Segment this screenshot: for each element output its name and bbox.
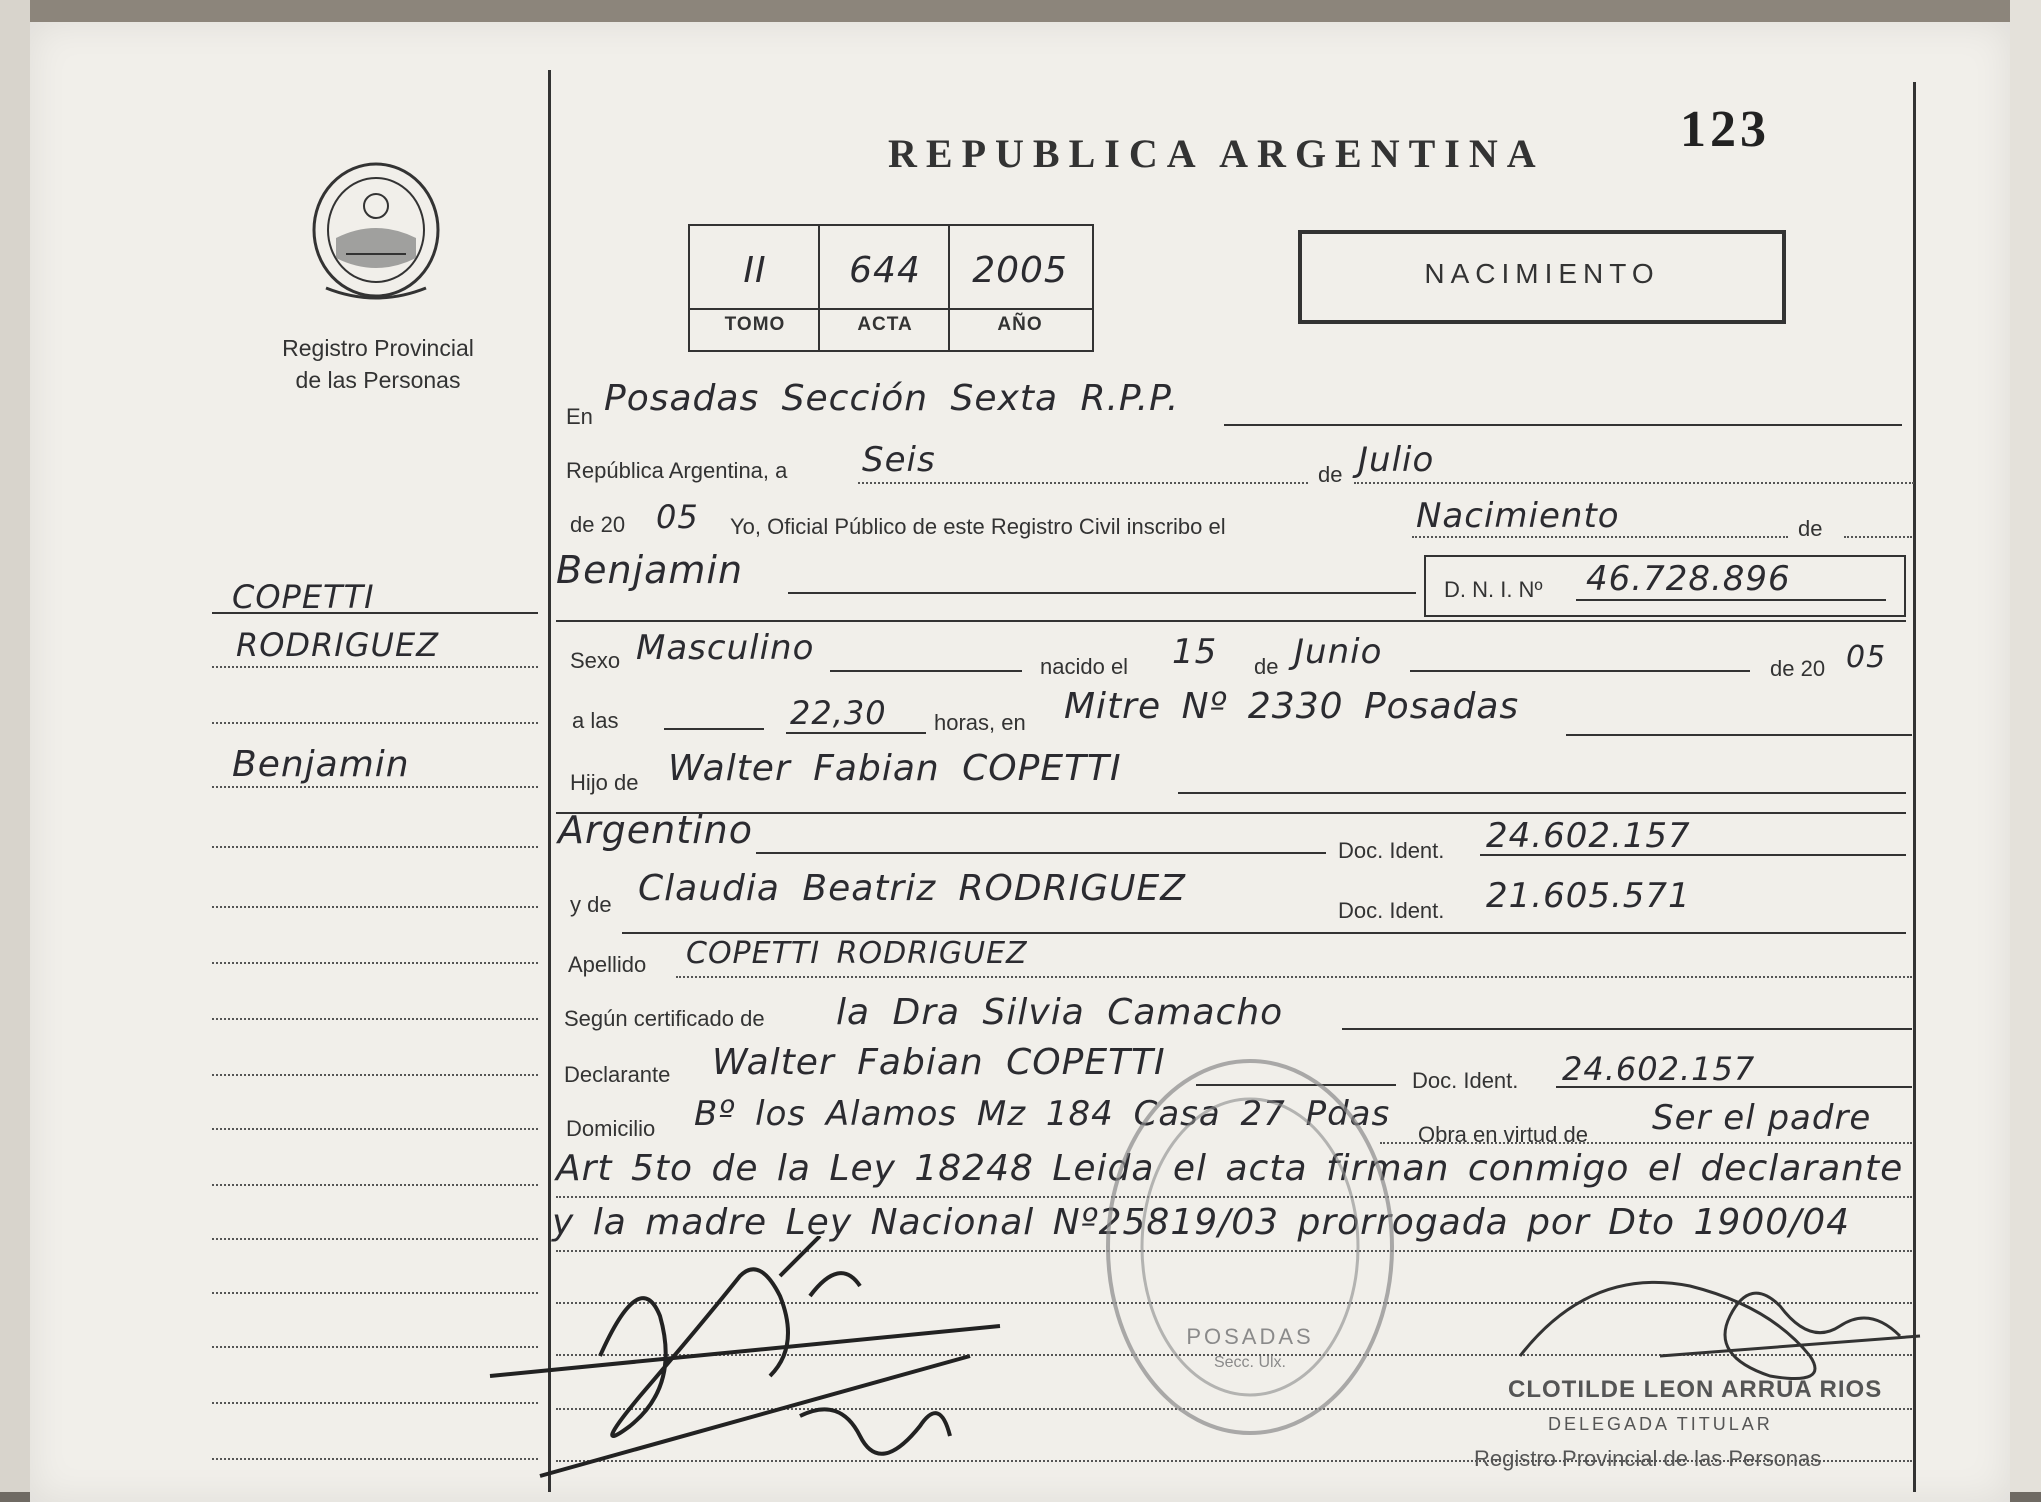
official-round-stamp <box>1100 1052 1400 1442</box>
signature-icon <box>1510 1236 1930 1396</box>
notes-line-2: y la madre Ley Nacional Nº25819/03 prorrogada por Dto 1900/04 <box>552 1202 1851 1243</box>
father-name: Walter Fabian COPETTI <box>668 748 1122 789</box>
father-doc: 24.602.157 <box>1486 816 1691 856</box>
rule <box>1224 424 1902 426</box>
mother-doc: 21.605.571 <box>1486 876 1691 916</box>
declarante-doc: 24.602.157 <box>1562 1050 1756 1088</box>
official-office: Registro Provincial de las Personas <box>1474 1446 1822 1471</box>
rule <box>1556 1086 1912 1088</box>
country-title: REPUBLICA ARGENTINA <box>888 131 1545 176</box>
birth-month: Junio <box>1294 632 1383 672</box>
stamp-sub: Secc. Ulx. <box>1213 1354 1286 1371</box>
doc-label-declarante: Doc. Ident. <box>1412 1068 1519 1093</box>
margin-surname-2: RODRIGUEZ <box>236 626 440 664</box>
margin-given-name: Benjamin <box>232 744 410 785</box>
republica-label: República Argentina, a <box>566 458 788 483</box>
tomo-cell <box>690 226 820 350</box>
hijo-label: Hijo de <box>570 770 639 795</box>
de-label: de <box>1318 462 1343 487</box>
margin-line <box>212 962 538 964</box>
registry-name <box>240 332 516 396</box>
rule <box>786 732 926 734</box>
horas-label: horas, en <box>934 710 1026 735</box>
rule <box>788 592 1416 594</box>
year-value: 05 <box>656 498 699 536</box>
record-table <box>688 224 1094 352</box>
seal-emblem-icon <box>306 158 446 308</box>
official-title: DELEGADA TITULAR <box>1548 1414 1773 1434</box>
doc-label-father: Doc. Ident. <box>1338 838 1445 863</box>
dni-value: 46.728.896 <box>1586 559 1791 599</box>
margin-rule-1 <box>212 612 538 614</box>
declarante-name: Walter Fabian COPETTI <box>712 1042 1166 1083</box>
rule <box>622 932 1906 934</box>
obra-value: Ser el padre <box>1652 1098 1872 1138</box>
margin-line <box>212 666 538 668</box>
rule <box>830 670 1022 672</box>
de20-label: de 20 <box>570 512 626 537</box>
segun-label: Según certificado de <box>564 1006 765 1031</box>
acta-cell <box>820 226 950 350</box>
dni-label: D. N. I. Nº <box>1444 577 1543 602</box>
registry-line1: Registro Provincial <box>282 335 474 361</box>
rule <box>1844 536 1912 538</box>
official-name: CLOTILDE LEON ARRUA RIOS <box>1508 1376 1883 1403</box>
mother-name: Claudia Beatriz RODRIGUEZ <box>638 868 1186 909</box>
rule <box>1380 1142 1912 1144</box>
domicilio-label: Domicilio <box>566 1116 656 1141</box>
father-nationality: Argentino <box>558 808 753 852</box>
de20-label-2: de 20 <box>1770 656 1826 681</box>
apellido-label: Apellido <box>568 952 647 977</box>
margin-surname-1: COPETTI <box>232 578 375 616</box>
day-value: Seis <box>862 440 936 480</box>
stamp-center: POSADAS <box>1186 1324 1314 1349</box>
sexo-value: Masculino <box>636 628 815 668</box>
notes-line-1: Art 5to de la Ley 18248 Leida el acta firman conmigo el declarante <box>556 1148 1904 1189</box>
record-type: NACIMIENTO <box>1424 258 1660 289</box>
rule <box>1480 854 1906 856</box>
apellido-value: COPETTI RODRIGUEZ <box>686 936 1028 971</box>
rule <box>1412 536 1788 538</box>
signature-icon <box>480 1236 1020 1492</box>
declarante-label: Declarante <box>564 1062 671 1087</box>
child-name: Benjamin <box>556 548 744 592</box>
de-label-2: de <box>1798 516 1823 541</box>
table-divider <box>690 308 1092 310</box>
page-right-edge <box>2010 0 2041 1492</box>
domicilio-value: Bº los Alamos Mz 184 Casa 27 Pdas <box>694 1094 1391 1134</box>
tomo-label: TOMO <box>724 314 786 335</box>
certificate-by: la Dra Silvia Camacho <box>836 992 1284 1033</box>
rule <box>1566 734 1912 736</box>
margin-line <box>212 786 538 788</box>
rule <box>1410 670 1750 672</box>
birth-place: Mitre Nº 2330 Posadas <box>1064 686 1520 727</box>
margin-line <box>212 1074 538 1076</box>
dni-box <box>1424 555 1906 617</box>
acta-value: 644 <box>849 250 921 291</box>
book-binding <box>0 0 30 1492</box>
margin-line <box>212 722 538 724</box>
yde-label: y de <box>570 892 612 917</box>
en-label: En <box>566 404 593 429</box>
birth-year: 05 <box>1846 640 1887 675</box>
ano-label: AÑO <box>997 314 1043 335</box>
doc-label-mother: Doc. Ident. <box>1338 898 1445 923</box>
margin-line <box>212 1184 538 1186</box>
obra-label: Obra en virtud de <box>1418 1122 1588 1147</box>
sexo-label: Sexo <box>570 648 621 673</box>
record-type-box <box>1298 230 1786 324</box>
month-value: Julio <box>1358 440 1435 480</box>
rule <box>556 812 1906 814</box>
margin-line <box>212 1018 538 1020</box>
rule <box>756 852 1326 854</box>
rule <box>1354 482 1914 484</box>
birth-time: 22,30 <box>790 694 887 732</box>
margin-line <box>212 906 538 908</box>
rule <box>664 728 764 730</box>
acta-label: ACTA <box>857 314 913 335</box>
act-type-value: Nacimiento <box>1416 496 1620 536</box>
officer-signature <box>1510 1236 1930 1396</box>
alas-label: a las <box>572 708 619 733</box>
place-value: Posadas Sección Sexta R.P.P. <box>604 378 1180 419</box>
declarant-signature <box>480 1236 1020 1492</box>
margin-line <box>212 846 538 848</box>
rule <box>1576 599 1886 601</box>
nacido-label: nacido el <box>1040 654 1129 679</box>
rule <box>858 482 1308 484</box>
rule <box>1342 1028 1912 1030</box>
ano-cell <box>950 226 1090 350</box>
page-top-edge <box>0 0 2041 22</box>
rule <box>676 976 1912 978</box>
rule <box>556 620 1906 622</box>
ano-value: 2005 <box>972 250 1068 291</box>
de-label-3: de <box>1254 654 1279 679</box>
rule <box>1178 792 1906 794</box>
yo-label: Yo, Oficial Público de este Registro Civil inscribo el <box>730 514 1226 539</box>
birth-day: 15 <box>1172 632 1218 672</box>
province-seal <box>306 158 446 308</box>
tomo-value: II <box>743 250 767 291</box>
registry-line2: de las Personas <box>295 367 461 393</box>
margin-line <box>212 1128 538 1130</box>
page-number: 123 <box>1680 101 1770 158</box>
stamp-ring-icon <box>1100 1052 1400 1442</box>
